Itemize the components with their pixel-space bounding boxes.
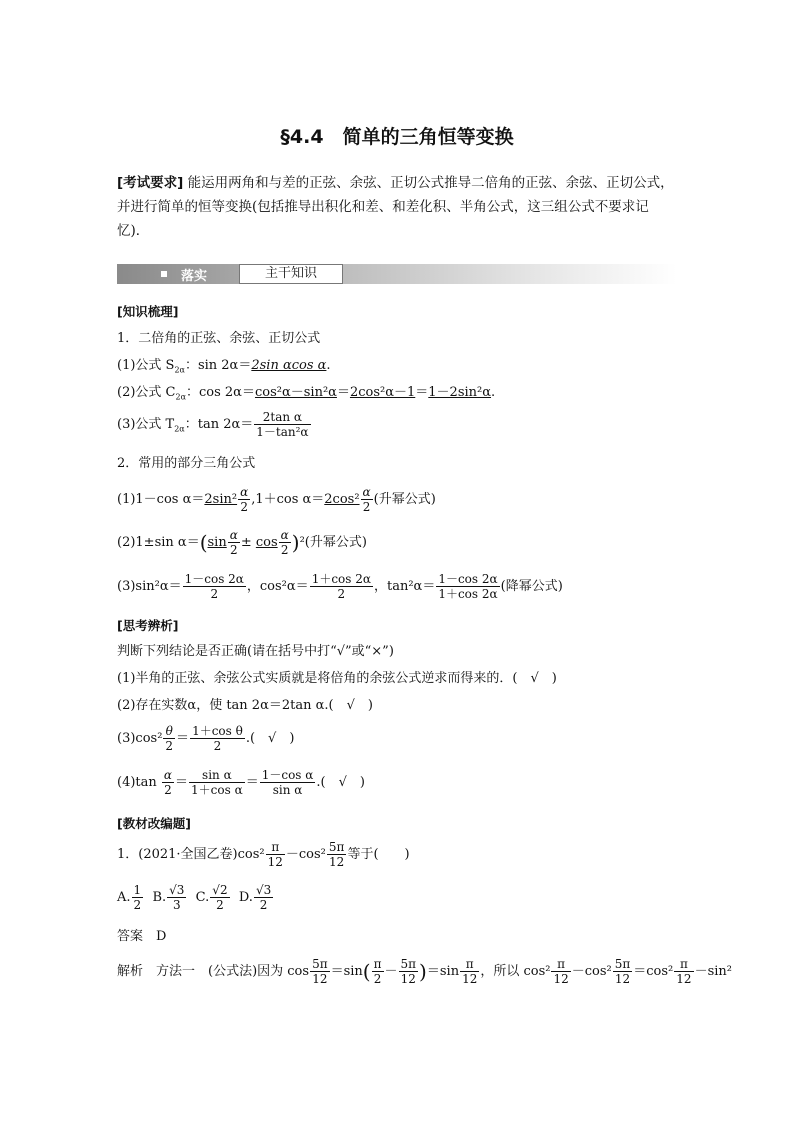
option-b: B. $\frac{√3}{3}$ [152,883,185,912]
section-heading-think: [思考辨析] [117,618,179,633]
section-heading-textbook: [教材改编题] [117,816,191,831]
option-a: A. $\frac{1}{2}$ [117,883,142,912]
banner-label-primary: 落实 [181,269,208,284]
formula-k2-1: (1)1－cos α＝2sin² $\frac{\alpha}{2}$ ,1＋cos α＝2cos² $\frac{\alpha}{2}$ (升幂公式) [117,485,436,514]
option-d: D. $\frac{√3}{2}$ [238,883,272,912]
formula-t2a: (3)公式 $T_{2\alpha}$：tan 2α＝ $\frac{\text{2tan α}}{\text{1－tan²α}}$ [117,410,309,439]
formula-k2-2: (2)1±sin α＝(sin $\frac{\alpha}{2}$ ± cos $\frac{\alpha}{2}$ )²(升幂公式) [117,528,367,557]
exercise-solution: 解析 方法一 (公式法)因为 cos $\frac{5\pi}{12}$ ＝sin( $\frac{\pi}{2}$ － $\frac{5\pi}{12}$ )＝sin $\frac{\pi}{12}$ ，所以 cos² $\frac{\pi}{12}$ －cos² $\frac{5\pi}{12}$ ＝cos² $\frac{\pi}{12}$ －sin² [117,957,732,986]
exercise-answer: 答案 D [117,929,167,944]
formula-s2a: (1)公式 $S_{2\alpha}$：sin 2α＝2sin αcos α. [117,358,331,375]
exam-requirement [117,171,679,243]
requirement-text: 能运用两角和与差的正弦、余弦、正切公式推导二倍角的正弦、余弦、正切公式，并进行简单的恒等变换(包括推导出积化和差、和差化积、半角公式，这三组公式不要求记忆)． [117,175,674,239]
formula-k2-3: (3)sin²α＝ $\frac{1-\cos 2\alpha}{2}$ ，cos²α＝ $\frac{1+\cos 2\alpha}{2}$ ，tan²α＝ $\frac{1-\cos 2\alpha}{1+\cos 2\alpha}$ (降幂公式) [117,572,563,601]
exercise-question: 1．(2021·全国乙卷)cos² $\frac{\pi}{12}$ －cos² $\frac{5\pi}{12}$ 等于( ) [117,840,410,869]
option-c: C. $\frac{√2}{2}$ [195,883,228,912]
think-q4: (4)tan $\frac{\alpha}{2}$ ＝ $\frac{\text{sin α}}{\text{1＋cos α}}$ ＝ $\frac{\text{1－cos α}}{\text{sin α}}$ .( √ ) [117,768,365,797]
k2-heading: 2．常用的部分三角公式 [117,456,256,471]
section-banner [117,264,677,284]
k1-heading: 1．二倍角的正弦、余弦、正切公式 [117,331,321,346]
banner-label-secondary: 主干知识 [239,264,343,284]
page-title: §4.4 简单的三角恒等变换 [280,126,514,148]
think-q1: (1)半角的正弦、余弦公式实质就是将倍角的余弦公式逆求而得来的．( √ ) [117,671,557,686]
think-q3: (3)cos² $\frac{\theta}{2}$ ＝ $\frac{\text{1＋cos θ}}{2}$ .( √ ) [117,724,295,753]
think-q2: (2)存在实数α，使 tan 2α＝2tan α.( √ ) [117,698,373,713]
requirement-tag: [考试要求] [117,175,184,191]
section-heading-knowledge: [知识梳理] [117,304,179,319]
think-intro: 判断下列结论是否正确(请在括号中打“√”或“×”) [117,644,394,659]
exercise-options [117,883,274,912]
square-icon [161,271,167,277]
formula-c2a: (2)公式 $C_{2\alpha}$：cos 2α＝cos²α－sin²α＝2cos²α－1＝1－2sin²α. [117,385,496,402]
